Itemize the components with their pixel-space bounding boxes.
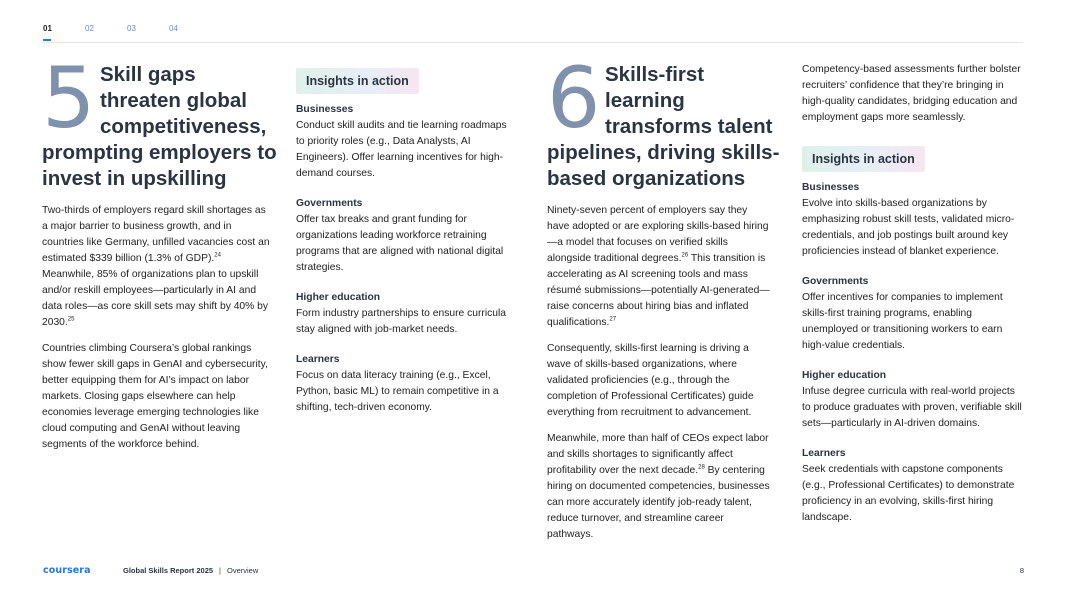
section-5-column: [42, 49, 277, 453]
insight-heading: Learners: [296, 354, 340, 365]
title-line: based organizations: [547, 167, 746, 190]
insight-text: Conduct skill audits and tie learning roadmaps to priority roles (e.g., Data Analysts, AI Engineers). Offer learning incentives for high-demand courses.: [296, 120, 507, 179]
footer-section-name: Overview: [227, 565, 259, 575]
text-span: By centering hiring on documented competencies, businesses can more accurately identify job-ready talent, reduce turnover, and streamline career pathways.: [547, 465, 770, 540]
title-line: prompting employers to: [42, 141, 277, 164]
insights-badge: Insights in action: [296, 68, 419, 94]
title-line: threaten global: [100, 89, 247, 112]
insight-text: Infuse degree curricula with real-world projects to produce graduates with proven, verifiable skill sets—particularly in AI-driven domains.: [802, 386, 1022, 429]
insight-heading: Businesses: [802, 182, 860, 193]
insight-text: Offer incentives for companies to implement skills-first training programs, enabling unemployed or transitioning workers to earn high-value credentials.: [802, 292, 1003, 351]
tab-03[interactable]: 03: [127, 24, 136, 33]
insight-heading: Businesses: [296, 104, 354, 115]
section-5-number: 5: [42, 49, 94, 147]
insight-text: Evolve into skills-based organizations by emphasizing robust skill tests, validated micro-credentials, and job postings built around key proficiencies instead of blanket experience.: [802, 198, 1015, 257]
section-6-column: [547, 49, 780, 543]
footnote-ref: 28: [698, 464, 705, 471]
insight-group-businesses: [802, 180, 1024, 260]
text-span: Meanwhile, 85% of organizations plan to upskill and/or reskill employees—particularly in AI and data roles—as core skill sets may shift by 40% by 2030.: [42, 269, 269, 328]
insight-heading: Learners: [802, 448, 846, 459]
insight-group-higher-education: [296, 290, 511, 338]
footnote-ref: 25: [67, 316, 75, 323]
text-span: Two-thirds of employers regard skill shortages as a major barrier to business growth, and in countries like Germany, unfilled vacancies cost an estimated $339 billion (1.3% of GDP).: [42, 205, 270, 264]
title-line: learning: [605, 89, 685, 112]
section-6-headline: [547, 49, 780, 192]
section-6-number: 6: [547, 49, 599, 147]
insight-text: Form industry partnerships to ensure curricula stay aligned with job-market needs.: [296, 308, 507, 335]
title-line: competitiveness,: [100, 115, 267, 138]
insight-group-governments: [802, 274, 1024, 354]
insights-badge: Insights in action: [802, 146, 925, 172]
section-5-paragraph-2: Countries climbing Coursera’s global rankings show fewer skill gaps in GenAI and cybersecurity, better equipping them for AI’s impact on labor markets. Closing gaps elsewhere can help economies leverage emerging technologies like cloud computing and GenAI without leaving segments of the workforce behind.: [42, 343, 268, 450]
competency-intro: Competency-based assessments further bolster recruiters’ confidence that they’re bringing in high-quality candidates, bridging education and employment gaps more seamlessly.: [802, 64, 1021, 123]
section-6-paragraph-3: [547, 431, 772, 543]
coursera-logo[interactable]: coursera: [43, 564, 91, 576]
insights-column-2: [802, 62, 1024, 526]
insight-group-governments: [296, 196, 511, 276]
insight-heading: Governments: [802, 276, 869, 287]
title-line: Skill gaps: [100, 63, 196, 86]
footnote-ref: 27: [609, 316, 617, 323]
tab-01[interactable]: 01: [43, 24, 85, 41]
report-title: Global Skills Report 2025: [123, 565, 214, 575]
insight-text: Offer tax breaks and grant funding for organizations leading workforce retraining programs that are aligned with national digital strategies.: [296, 214, 504, 273]
title-line: Skills-first: [605, 63, 705, 86]
section-tabs: [43, 24, 211, 41]
text-span: Meanwhile, more than half of CEOs expect labor and skills shortages to significantly affect profitability over the next decade.: [547, 433, 769, 476]
insight-group-learners: [802, 446, 1024, 526]
insights-column-1: [296, 68, 511, 416]
page-number: 8: [1019, 565, 1024, 575]
tab-02[interactable]: 02: [85, 24, 94, 33]
title-line: pipelines, driving skills-: [547, 141, 780, 164]
text-span: This transition is accelerating as AI screening tools and mass résumé submissions—potentially AI-generated—raise concerns about hiring bias and inflated qualifications.: [547, 253, 770, 328]
insight-heading: Governments: [296, 198, 363, 209]
tab-04[interactable]: 04: [169, 24, 178, 33]
insight-text: Seek credentials with capstone components (e.g., Professional Certificates) to demonstrate proficiency in an evolving, skills-first hiring landscape.: [802, 464, 1015, 523]
text-span: Ninety-seven percent of employers say they have adopted or are exploring skills-based hiring—a model that focuses on verified skills alongside traditional degrees.: [547, 205, 769, 264]
insight-group-learners: [296, 352, 511, 416]
page-footer: [43, 563, 1024, 577]
insight-group-businesses: [296, 102, 511, 182]
section-6-paragraph-2: Consequently, skills-first learning is driving a wave of skills-based organizations, where validated proficiencies (e.g., through the completion of Professional Certificates) guide everything from recruitment to advancement.: [547, 343, 754, 418]
insight-heading: Higher education: [802, 370, 887, 381]
header-divider: [43, 42, 1023, 43]
footer-separator: |: [219, 565, 221, 575]
footnote-ref: 24: [214, 252, 221, 259]
insight-group-higher-education: [802, 368, 1024, 432]
section-5-headline: [42, 49, 277, 192]
insight-text: Focus on data literacy training (e.g., Excel, Python, basic ML) to remain competitive in a shifting, tech-driven economy.: [296, 370, 499, 413]
section-6-paragraph-1: [547, 203, 772, 331]
footnote-ref: 26: [681, 252, 689, 259]
insight-heading: Higher education: [296, 292, 381, 303]
section-5-paragraph-1: [42, 203, 270, 331]
title-line: transforms talent: [605, 115, 773, 138]
title-line: invest in upskilling: [42, 167, 227, 190]
